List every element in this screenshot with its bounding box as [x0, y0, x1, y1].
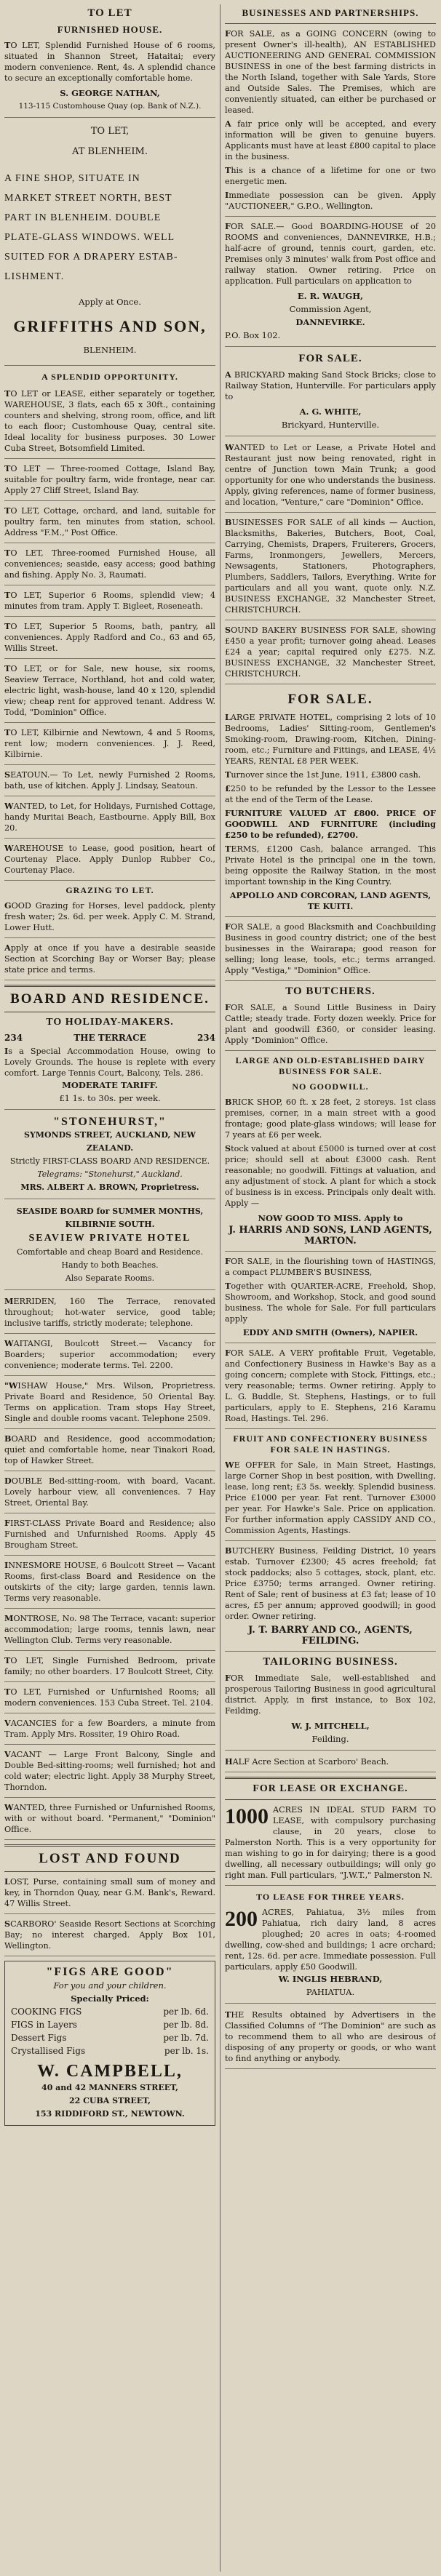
to-let-ad: TO LET, Superior 5 Rooms, bath, pantry, all conveniences. Apply Radford and Co., 63 and 65, Willis Street. [4, 621, 215, 659]
lost-heading: LOST AND FOUND [39, 1851, 181, 1866]
business-ad: HALF Acre Section at Scarboro' Beach. [225, 1756, 436, 1772]
blenheim-line: LISHMENT. [4, 271, 65, 282]
figs-item-name: FIGS in Layers [11, 2020, 77, 2030]
hotel-ad: TERMS, £1200 Cash, balance arranged. This Private Hotel is the principal one in the town, being opposite the Railway Station, in the most important township in the King Country. [225, 844, 436, 887]
left-column [4, 4, 215, 2572]
seaview-intro: SEASIDE BOARD for SUMMER MONTHS, KILBIRNIE SOUTH. [16, 1207, 204, 1229]
waugh-town: DANNEVIRKE. [295, 317, 365, 327]
seaview-name: SEAVIEW PRIVATE HOTEL [28, 1233, 191, 1244]
three-years-heading: TO LEASE FOR THREE YEARS. [256, 1892, 405, 1902]
stud-farm-ad [225, 1804, 436, 1886]
figs-item-price: per lb. 1s. [164, 2046, 209, 2056]
business-ad: A fair price only will be accepted, and every information will be given to genuine buyers. Applicants must have at least £800 capital to place in the business. [225, 119, 436, 161]
dairy-heading: LARGE AND OLD-ESTABLISHED DAIRY BUSINESS FOR SALE. [235, 1055, 426, 1076]
business-ad: Stock valued at about £5000 is turned over at cost price; should sell at about £3000 cash. Rent reasonable; no goodwill. Fittings at valuation, and any adjustment of stock. A plant for which a stock of business is in excess. Principals only dealt with. Apply — [225, 1143, 436, 1208]
tailoring-heading: TAILORING BUSINESS. [263, 1656, 398, 1668]
furnished-title: FURNISHED HOUSE. [57, 24, 163, 35]
terrace-name: THE TERRACE [74, 1033, 146, 1043]
business-ad: This is a chance of a lifetime for one or two energetic men. [225, 165, 436, 186]
hotel-ad: FURNITURE VALUED AT £800. PRICE OF GOODWILL AND FURNITURE (including £250 to be refunded), £2700. [225, 808, 436, 840]
for-sale-heading: FOR SALE. [287, 692, 373, 707]
waugh-box: P.O. Box 102. [225, 330, 281, 340]
terrace-row [4, 1033, 215, 1043]
figs-subtitle: For you and your children. [53, 1980, 167, 1991]
pahiatua-ad [225, 1907, 436, 2004]
business-ad: WANTED to Let or Lease, a Private Hotel and Restaurant just now being renovated, right in centre of Junction town Main Trunk; a good opportunity for one who understands the business. Apply, giving references, name of former business, and location, "Venture," care "Dominion" Office. [225, 442, 436, 513]
waugh-signature [225, 289, 436, 347]
right-column [225, 4, 436, 2572]
to-let-ad: SEATOUN.— To Let, newly Furnished 2 Rooms, bath, use of kitchen. Apply J. Lindsay, Seatoun. [4, 769, 215, 796]
mitchell-signature [225, 1719, 436, 1751]
mitchell-name: W. J. MITCHELL, [291, 1721, 370, 1731]
business-ad: BUTCHERY Business, Feilding District, 10 years estab. Turnover £2300; 45 acres freehold; fat stock paddocks; also 5 cottages, stock, plant, etc. Price £3750; terms arranged. Owner retiring. Rent of Sale; rent of business at £3 fat; lease of 10 acres, £5 per annum; approved goodwill; in good order. Owner retiring. [225, 1545, 436, 1621]
section-rule [4, 985, 215, 987]
board-ad: DOUBLE Bed-sitting-room, with board, Vacant. Lovely harbour view, all conveniences. 7 Hay Street, Oriental Bay. [4, 1476, 215, 1513]
figs-item [11, 2018, 209, 2031]
figs-item-price: per lb. 8d. [163, 2020, 209, 2030]
to-let-ad: WAREHOUSE to Lease, good position, heart of Courtenay Place. Apply Dunlop Rubber Co., Courtenay Place. [4, 843, 215, 881]
board-ad: WAITANGI, Boulcott Street.— Vacancy for Boarders; superior accommodation; every convenience; moderate terms. Tel. 2200. [4, 1338, 215, 1376]
holiday-heading: TO HOLIDAY-MAKERS. [46, 1017, 174, 1028]
business-ad: FOR SALE.— Good BOARDING-HOUSE of 20 ROOMS and conveniences, DANNEVIRKE, H.B.; half-acre of ground, tennis court, garden, etc. Premises only 3 minutes' walk from Post office and railway station. Owner retiring. Price on application. Full particulars on application to [225, 221, 436, 286]
blenheim-line: PLATE-GLASS WINDOWS. WELL [4, 232, 175, 243]
business-ad: BRICK SHOP, 60 ft. x 28 feet, 2 storeys. 1st class premises, corner, in a main street with a good frontage; good plate-glass windows; will lease for 7 years at £6 per week. [225, 1097, 436, 1140]
lease-heading: FOR LEASE OR EXCHANGE. [253, 1783, 408, 1794]
board-ad: TO LET, Single Furnished Bedroom, private family; no other boarders. 17 Boulcott Street, City. [4, 1655, 215, 1682]
wanted-notice: Apply at once if you have a desirable seaside Section at Scorching Bay or Worser Bay; please state price and terms. [4, 943, 215, 980]
stonehurst-telegrams: Telegrams: "Stonehurst," Auckland. [37, 1169, 183, 1179]
seaview-ad [4, 1205, 215, 1290]
white-signature [225, 405, 436, 436]
griffiths-firm: GRIFFITHS AND SON, [13, 317, 207, 335]
campbell-address: 40 and 42 MANNERS STREET, [41, 2083, 178, 2092]
figs-tag: Specially Priced: [71, 1993, 149, 2004]
blacksmith-ad: FOR SALE, a good Blacksmith and Coachbuilding Business in good country district; one of the best businesses in the Wairarapa; good reason for selling; long lease, tools, etc.; terms arranged. Apply "Vestiga," "Dominion" Office. [225, 921, 436, 981]
to-let-ad: TO LET — Three-roomed Cottage, Island Bay, suitable for poultry farm, wide frontage, near car. Apply 27 Cliff Street, Island Bay. [4, 463, 215, 501]
opportunity-heading: A SPLENDID OPPORTUNITY. [41, 372, 178, 382]
acres-number: 1000 [225, 1804, 269, 1828]
campbell-name: W. CAMPBELL, [37, 2062, 183, 2081]
for-sale-heading: FOR SALE. [298, 353, 362, 364]
blenheim-at: AT BLENHEIM. [72, 146, 148, 157]
business-ad: WE OFFER for Sale, in Main Street, Hastings, large Corner Shop in best position, with Dwelling, lease, long rent; £3 5s. weekly. Splendid business. Price £1000 per year. Fat rent. Turnover £3000 per year. For Hawke's Sale. Price on application. For further information apply CASSIDY AND CO., Commission Agents, Hastings. [225, 1460, 436, 1541]
white-town: Brickyard, Hunterville. [281, 420, 380, 430]
grazing-heading: GRAZING TO LET. [65, 885, 154, 895]
figs-item-name: Crystallised Figs [11, 2046, 86, 2056]
figs-item-name: COOKING FIGS [11, 2007, 82, 2017]
business-ad: Together with QUARTER-ACRE, Freehold, Shop, Showroom, and Workshop, Stock, and good sound business. The whole for Sale. For full particulars apply [225, 1281, 436, 1324]
board-ad: FIRST-CLASS Private Board and Residence; also Furnished and Unfurnished Rooms. Apply 45 Brougham Street. [4, 1518, 215, 1556]
business-ad: Immediate possession can be given. Apply "AUCTIONEER," G.P.O., Wellington. [225, 190, 436, 217]
to-let-heading: TO LET [87, 7, 132, 19]
blenheim-line: PART IN BLENHEIM. DOUBLE [4, 212, 162, 223]
waugh-title: Commission Agent, [289, 304, 372, 314]
to-let-ad: TO LET, or for Sale, new house, six rooms, Seaview Terrace, Northland, hot and cold water, electric light, wash-house, land 40 x 120, splendid view; cheap rent for approved tenant. Address W. Todd, "Dominion" Office. [4, 663, 215, 723]
figs-item-price: per lb. 6d. [163, 2007, 209, 2017]
board-ad: MONTROSE, No. 98 The Terrace, vacant: superior accommodation; large rooms, tennis lawn, near Wellington Club. Terms very reasonable. [4, 1613, 215, 1651]
figs-item-price: per lb. 7d. [163, 2033, 209, 2043]
furnished-body: TO LET, Splendid Furnished House of 6 rooms, situated in Shannon Street, Hataitai; every modern convenience. Rent, 4s. A splendid chance to secure an exceptionally comfortable home. [4, 40, 215, 83]
blenheim-line: MARKET STREET NORTH, BEST [4, 193, 172, 204]
hotel-ad: £250 to be refunded by the Lessor to the Lessee at the end of the Term of the Lease. [225, 783, 436, 804]
blenheim-apply: Apply at Once. [79, 297, 141, 307]
grazing-ad: GOOD Grazing for Horses, level paddock, plenty fresh water; 2s. 6d. per week. Apply C. M. Strand, Lower Hutt. [4, 900, 215, 938]
butchers-heading: TO BUTCHERS. [285, 985, 376, 997]
business-ad: BUSINESSES FOR SALE of all kinds — Auction, Blacksmiths, Bakeries, Butchers, Boot, Coal, Carrying, Chemists, Drapers, Fruiterers, Grocers, Farms, Ironmongers, Jewellers, Mercers, Newsagents, Stationers, Photographers, Plumbers, Saddlers, Tailors, Everything. Write for particulars and all you want, quote only. N.Z. BUSINESS EXCHANGE, 32 Manchester Street, CHRISTCHURCH. [225, 517, 436, 620]
business-ad: FOR SALE, a Sound Little Business in Dairy Cattle; steady trade. Forty dozen weekly. Price for plant and goodwill £360, or consider leasing. Apply "Dominion" Office. [225, 1002, 436, 1051]
hotel-ad: Turnover since the 1st June, 1911, £3800 cash. [225, 769, 421, 780]
figs-item [11, 2005, 209, 2018]
blenheim-town: BLENHEIM. [83, 345, 137, 355]
businesses-heading: BUSINESSES AND PARTNERSHIPS. [242, 7, 419, 18]
acres-body: ACRES IN IDEAL STUD FARM TO LEASE, with compulsory purchasing clause, in 20 years, close to Palmerston North. This is a very opportunity for man wishing to go in for dairying; there is a good dwelling, all necessary outbuildings; will only go right man. Full particulars, "J.W.T.," Palmerston N. [225, 1805, 436, 1880]
stonehurst-proprietor: MRS. ALBERT A. BROWN, Proprietress. [20, 1183, 199, 1192]
section-rule [225, 1799, 436, 1800]
results-notice: THE Results obtained by Advertisers in the Classified Columns of "The Dominion" are such as to recommend them to all who are desirous of disposing of any property or goods, or who want to find anything or anybody. [225, 2009, 436, 2069]
terrace-number-right: 234 [196, 1033, 215, 1043]
harris-agents: J. HARRIS AND SONS, LAND AGENTS, MARTON. [225, 1225, 436, 1252]
eddy-smith: EDDY AND SMITH (Owners), NAPIER. [225, 1327, 436, 1343]
business-ad: NOW GOOD TO MISS. Apply to [258, 1213, 403, 1223]
terrace-number: 234 [4, 1033, 23, 1043]
lost-ad: LOST, Purse, containing small sum of money and key, in Thorndon Quay, near G.M. Bank's, Reward. 47 Willis Street. [4, 1876, 215, 1914]
board-ad: BOARD and Residence, good accommodation; quiet and comfortable home, near Tinakori Road, top of Hawker Street. [4, 1433, 215, 1471]
board-ad: INNESMORE HOUSE, 6 Boulcott Street — Vacant Rooms, first-class Board and Residence on the outskirts of the city; large garden, tennis lawn. Terms very reasonable. [4, 1560, 215, 1609]
seaview-line: Also Separate Rooms. [65, 1273, 155, 1283]
figs-item [11, 2031, 209, 2044]
business-ad: FOR SALE, in the flourishing town of HASTINGS, a compact PLUMBER'S BUSINESS, [225, 1256, 436, 1277]
terrace-ad [4, 1017, 215, 1110]
hotel-ad: LARGE PRIVATE HOTEL, comprising 2 lots of 10 Bedrooms, Ladies' Sitting-room, Gentlemen's Smoking-room, Drawing-room, Kitchen, Dining-room, etc.; Furniture and Fittings, and LEASE, 4½ YEARS, RENTAL £8 PER WEEK. [225, 712, 436, 766]
barry-agents: J. T. BARRY AND CO., AGENTS, FEILDING. [225, 1625, 436, 1652]
terrace-rates: £1 1s. to 30s. per week. [59, 1093, 161, 1103]
lost-ad: SCARBORO' Seaside Resort Sections at Scorching Bay; no interest charged. Apply Box 101, Wellington. [4, 1919, 215, 1956]
business-ad: SOUND BAKERY BUSINESS FOR SALE, showing £450 a year profit; turnover going ahead. Leases £24 a year; capital required only £275. N.Z. BUSINESS EXCHANGE, 32 Manchester Street, CHRISTCHURCH. [225, 625, 436, 684]
figs-item-name: Dessert Figs [11, 2033, 67, 2043]
to-let-ad: TO LET, Superior 6 Rooms, splendid view; 4 minutes from tram. Apply T. Bigleet, Roseneath. [4, 590, 215, 617]
waugh-name: E. R. WAUGH, [297, 291, 364, 301]
stonehurst-street: SYMONDS STREET, AUCKLAND, NEW ZEALAND. [24, 1130, 196, 1153]
campbell-address: 153 RIDDIFORD ST., NEWTOWN. [35, 2109, 185, 2119]
figs-ad [4, 1961, 215, 2126]
board-ad: "WISHAW House," Mrs. Wilson, Proprietress. Private Board and Residence, 50 Oriental Bay. Terms on application. Tram stops Hay Street, Single and double rooms vacant. Telephone 2509. [4, 1380, 215, 1429]
hotel-agents: APPOLLO AND CORCORAN, LAND AGENTS, TE KUITI. [225, 890, 436, 917]
to-let-ad: TO LET, Three-roomed Furnished House, all conveniences; seaside, easy access; good bathing and fishing. Apply No. 3, Raumati. [4, 548, 215, 585]
acres-number: 200 [225, 1907, 258, 1931]
pahiatua-body: ACRES, Pahiatua, 3½ miles from Pahiatua, rich dairy land, 8 acres ploughed; 20 acres in oats; 4-roomed dwelling, cow-shed and buildings; 1 acre orchard; rent, 12s. 6d. per acre. Immediate possession. Full particulars, apply £50 Goodwill. [225, 1908, 436, 1972]
figs-item [11, 2044, 209, 2057]
furnished-house-ad [4, 24, 215, 118]
to-let-ad: TO LET, Kilbirnie and Newtown, 4 and 5 Rooms, rent low; modern conveniences. J. J. Reed, Kilbirnie. [4, 727, 215, 765]
board-ad: MERRIDEN, 160 The Terrace, renovated throughout; hot-water service, good table; inclusive tariffs, strictly moderate; telephone. [4, 1296, 215, 1334]
board-heading: BOARD AND RESIDENCE. [10, 991, 210, 1007]
board-ad: VACANT — Large Front Balcony, Single and Double Bed-sitting-rooms; well furnished; hot and cold water; electric light. Apply 38 Murphy Street, Thorndon. [4, 1749, 215, 1798]
blenheim-to-let: TO LET, [90, 126, 130, 137]
business-ad: FOR SALE, as a GOING CONCERN (owing to present Owner's ill-health), AN ESTABLISHED AUCTIONEERING AND GENERAL COMMISSION BUSINESS in one of the best farming districts in the North Island, together with Sale Yards, Store and Outside Sales. The Premises, which are conveniently situated, can either be purchased or leased. [225, 28, 436, 115]
section-rule [4, 1844, 215, 1847]
board-ad: TO LET, Furnished or Unfurnished Rooms; all modern conveniences. 153 Cuba Street. Tel. 2104. [4, 1687, 215, 1713]
business-ad: FOR Immediate Sale, well-established and prosperous Tailoring Business in good agricultural district. Apply, in first instance, to Box 102, Feilding. [225, 1673, 436, 1716]
to-let-ad: TO LET or LEASE, either separately or together, WAREHOUSE, 3 flats, each 65 x 30ft., containing counters and shelving, strong room, office, and lift to each floor; Customhouse Quay, central site. Ideal locality for business purposes. 30 Lower Cuba Street, Botsomfield Limited. [4, 388, 215, 459]
furnished-address: 113-115 Customhouse Quay (op. Bank of N.Z.). [18, 102, 202, 111]
to-let-ad: WANTED, to Let, for Holidays, Furnished Cottage, handy Muritai Beach, Eastbourne. Apply Bill, Box 20. [4, 801, 215, 839]
blenheim-line: SUITED FOR A DRAPERY ESTAB- [4, 252, 178, 263]
section-rule [225, 1777, 436, 1779]
seaview-line: Comfortable and cheap Board and Residence. [17, 1247, 203, 1257]
figs-title: "FIGS ARE GOOD" [46, 1966, 174, 1978]
white-name: A. G. WHITE, [299, 407, 362, 417]
blenheim-line: A FINE SHOP, SITUATE IN [4, 173, 140, 184]
stonehurst-name: "STONEHURST," [53, 1116, 167, 1128]
blenheim-ad [4, 125, 215, 366]
stonehurst-ad [4, 1116, 215, 1199]
mitchell-town: Feilding. [311, 1734, 349, 1744]
board-ad: VACANCIES for a few Boarders, a minute from Tram. Apply Mrs. Rossiter, 19 Ohiro Road. [4, 1718, 215, 1745]
board-ad: WANTED, three Furnished or Unfurnished Rooms, with or without board. "Permanent," "Dominion" Office. [4, 1802, 215, 1840]
terrace-tariff: MODERATE TARIFF. [62, 1080, 158, 1090]
to-let-ad: TO LET, Cottage, orchard, and land, suitable for poultry farm, ten minutes from station, school. Address "F.M.," Post Office. [4, 505, 215, 543]
business-ad: FOR SALE. A VERY profitable Fruit, Vegetable, and Confectionery Business in Hawke's Bay as a going concern; complete with Stock, Fittings, etc.; very reasonable; terms. Owner retiring. Apply to L. G. Buddle, St. Stephens, Hastings, or to full particulars, apply to E. Stephens, 216 Karamu Road, Hastings. Tel. 296. [225, 1348, 436, 1429]
fruit-heading: FRUIT AND CONFECTIONERY BUSINESS FOR SALE IN HASTINGS. [233, 1433, 428, 1455]
inglis-agent: W. INGLIS HEBRAND, [278, 1974, 383, 1984]
terrace-body: Is a Special Accommodation House, owing to Lovely Grounds. The house is replete with every comfort. Large Tennis Court, Balcony, Tels. 286. [4, 1046, 215, 1078]
section-rule [225, 23, 436, 24]
seaview-line: Handy to both Beaches. [61, 1260, 159, 1270]
furnished-contact: S. GEORGE NATHAN, [60, 88, 160, 98]
blenheim-lines [4, 169, 215, 287]
no-goodwill-heading: NO GOODWILL. [292, 1081, 369, 1092]
brickyard-ad: A BRICKYARD making Sand Stock Bricks; close to Railway Station, Hunterville. For particulars apply to [225, 369, 436, 401]
inglis-town: PAHIATUA. [306, 1987, 355, 1997]
stonehurst-tagline: Strictly FIRST-CLASS BOARD AND RESIDENCE. [9, 1156, 210, 1166]
section-rule [4, 1871, 215, 1872]
campbell-address: 22 CUBA STREET, [69, 2096, 151, 2105]
